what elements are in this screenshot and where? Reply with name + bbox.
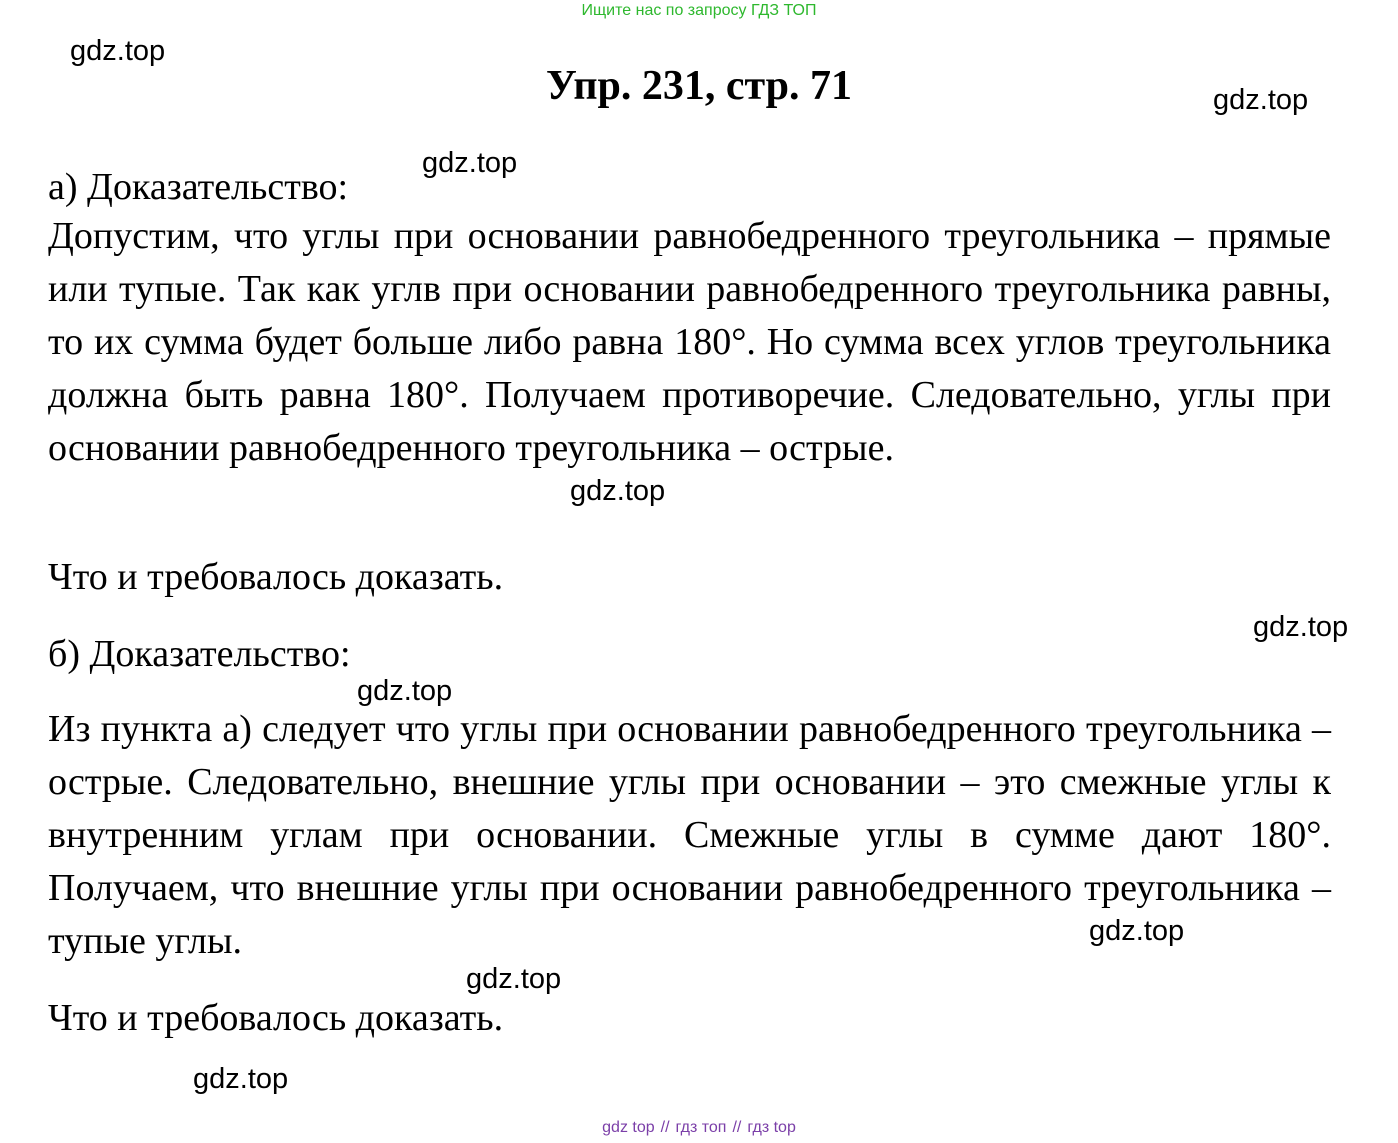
top-banner: Ищите нас по запросу ГДЗ ТОП: [581, 2, 817, 19]
watermark-text: gdz.top: [357, 675, 453, 707]
watermark-text: gdz.top: [466, 963, 562, 995]
watermark-text: gdz.top: [1089, 915, 1185, 947]
part-a-heading: а) Доказательство:: [48, 166, 349, 208]
footer-link[interactable]: гдз топ: [675, 1119, 727, 1136]
watermark-text: gdz.top: [193, 1063, 289, 1095]
footer-separator: //: [732, 1119, 742, 1136]
part-b-conclusion: Что и требовалось доказать.: [48, 997, 504, 1039]
page-title: Упр. 231, стр. 71: [545, 63, 853, 109]
watermark-text: gdz.top: [1253, 611, 1349, 643]
part-a-conclusion: Что и требовалось доказать.: [48, 556, 504, 598]
footer-links: [0, 1117, 1398, 1139]
watermark-text: gdz.top: [70, 35, 166, 67]
part-b-heading: б) Доказательство:: [48, 633, 351, 675]
watermark-text: gdz.top: [1213, 84, 1309, 116]
footer-link[interactable]: гдз top: [747, 1119, 796, 1136]
watermark-text: gdz.top: [570, 475, 666, 507]
part-a-paragraph: Допустим, что углы при основании равнобедренного треугольника – прямые или тупые. Так как углв при основании равнобедренного треугольника равны, то их сумма будет больше либо равна 180°. Но сумма всех углов треугольника должна быть равна 180°. Получаем противоречие. Следовательно, углы при основании равнобедренного треугольника – острые.: [48, 215, 1331, 469]
footer-separator: //: [660, 1119, 670, 1136]
footer-link[interactable]: gdz top: [602, 1119, 655, 1136]
watermark-text: gdz.top: [422, 147, 518, 179]
part-b-paragraph: Из пункта а) следует что углы при основании равнобедренного треугольника – острые. Следовательно, внешние углы при основании – это смежные углы к внутренним углам при основании. Смежные углы в сумме дают 180°. Получаем, что внешние углы при основании равнобедренного треугольника – тупые углы.: [48, 708, 1331, 962]
